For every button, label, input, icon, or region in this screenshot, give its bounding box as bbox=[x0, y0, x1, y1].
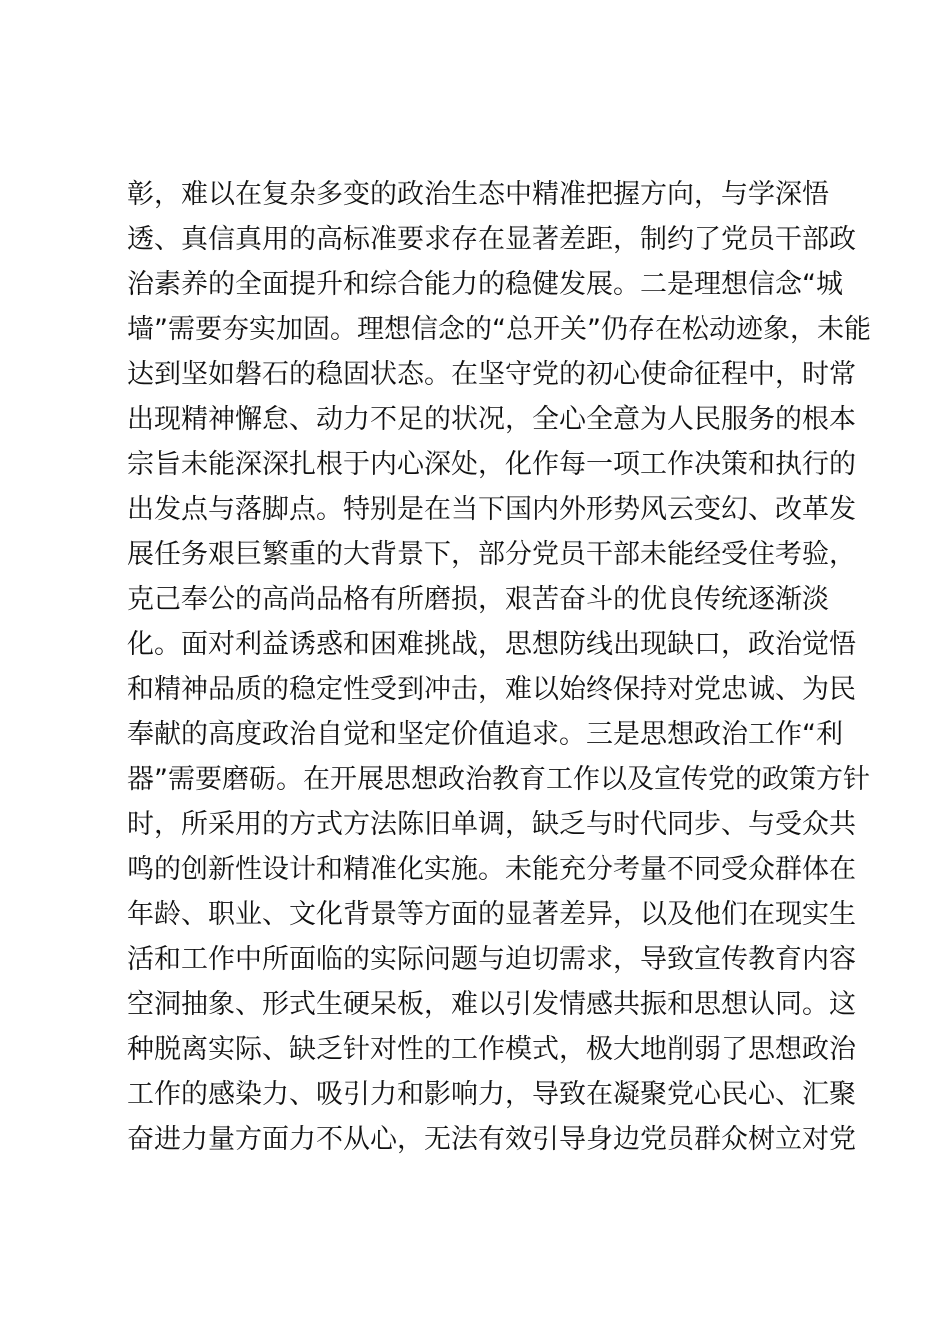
text-line: 奋进力量方面力不从心，无法有效引导身边党员群众树立对党 bbox=[127, 1124, 856, 1155]
text-line: 空洞抽象、形式生硬呆板，难以引发情感共振和思想认同。这 bbox=[127, 989, 856, 1020]
text-line: 器”需要磨砺。在开展思想政治教育工作以及宣传党的政策方针 bbox=[127, 764, 870, 795]
text-line: 活和工作中所面临的实际问题与迫切需求，导致宣传教育内容 bbox=[127, 944, 856, 975]
text-line: 时，所采用的方式方法陈旧单调，缺乏与时代同步、与受众共 bbox=[127, 809, 856, 840]
text-line: 宗旨未能深深扎根于内心深处，化作每一项工作决策和执行的 bbox=[127, 449, 856, 480]
text-line: 年龄、职业、文化背景等方面的显著差异，以及他们在现实生 bbox=[127, 899, 856, 930]
text-line: 和精神品质的稳定性受到冲击，难以始终保持对党忠诚、为民 bbox=[127, 674, 856, 705]
text-line: 展任务艰巨繁重的大背景下，部分党员干部未能经受住考验， bbox=[127, 539, 856, 570]
text-line: 化。面对利益诱惑和困难挑战，思想防线出现缺口，政治觉悟 bbox=[127, 629, 856, 660]
text-line: 鸣的创新性设计和精准化实施。未能充分考量不同受众群体在 bbox=[127, 854, 856, 885]
body-text bbox=[127, 172, 871, 1162]
text-line: 彰，难以在复杂多变的政治生态中精准把握方向，与学深悟 bbox=[127, 179, 829, 210]
text-line: 种脱离实际、缺乏针对性的工作模式，极大地削弱了思想政治 bbox=[127, 1034, 856, 1065]
text-line: 墙”需要夯实加固。理想信念的“总开关”仍存在松动迹象，未能 bbox=[127, 314, 871, 345]
text-line: 透、真信真用的高标准要求存在显著差距，制约了党员干部政 bbox=[127, 224, 856, 255]
text-line: 出现精神懈怠、动力不足的状况，全心全意为人民服务的根本 bbox=[127, 404, 856, 435]
text-line: 治素养的全面提升和综合能力的稳健发展。二是理想信念“城 bbox=[127, 269, 843, 300]
text-line: 奉献的高度政治自觉和坚定价值追求。三是思想政治工作“利 bbox=[127, 719, 843, 750]
text-line: 达到坚如磐石的稳固状态。在坚守党的初心使命征程中，时常 bbox=[127, 359, 856, 390]
text-line: 工作的感染力、吸引力和影响力，导致在凝聚党心民心、汇聚 bbox=[127, 1079, 856, 1110]
text-line: 出发点与落脚点。特别是在当下国内外形势风云变幻、改革发 bbox=[127, 494, 856, 525]
text-line: 克己奉公的高尚品格有所磨损，艰苦奋斗的优良传统逐渐淡 bbox=[127, 584, 829, 615]
